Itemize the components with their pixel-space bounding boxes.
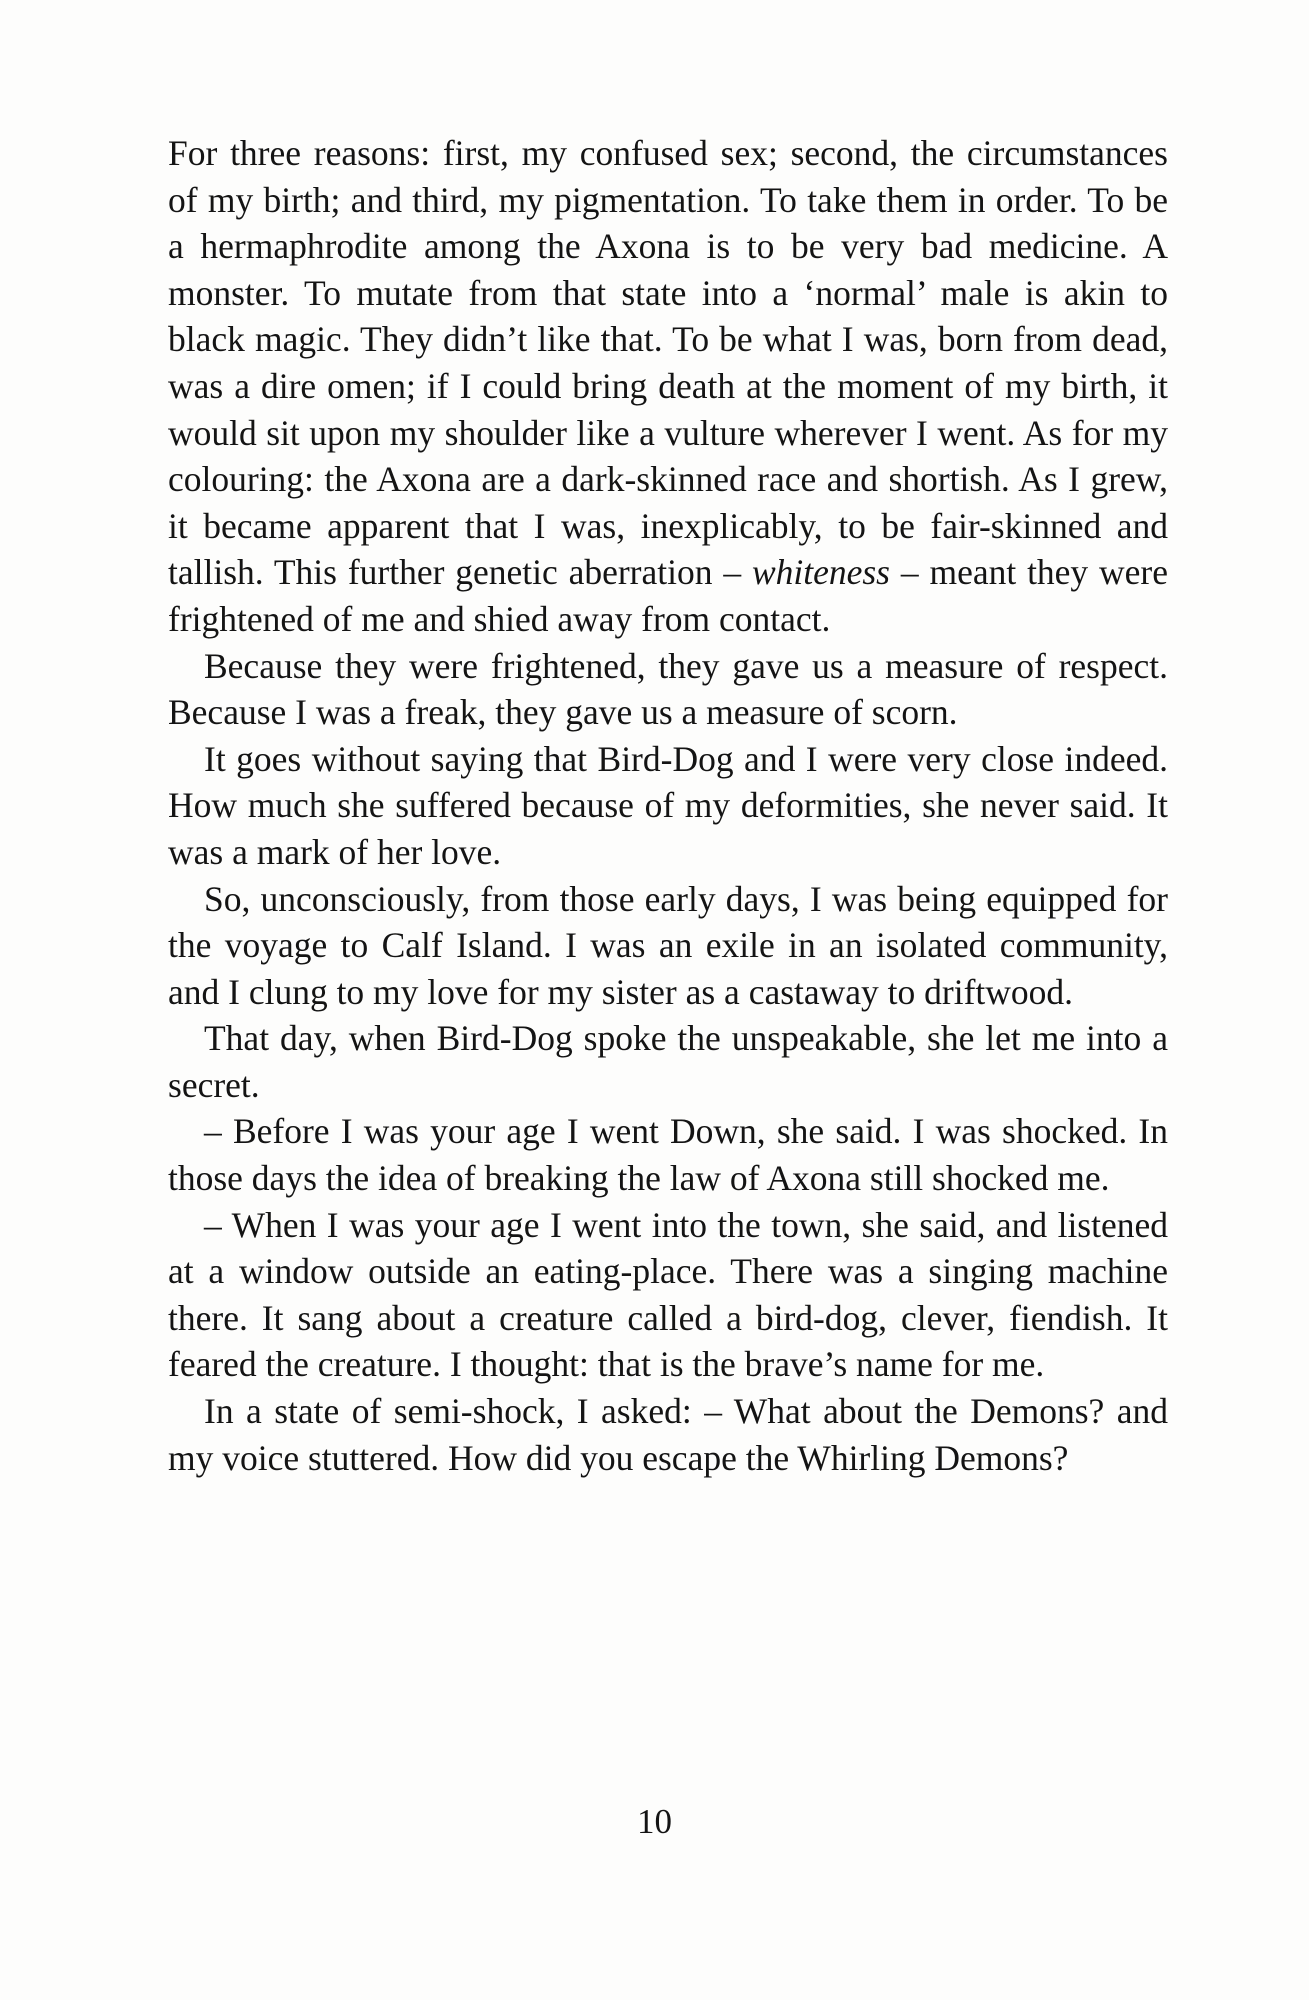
body-text	[168, 130, 1168, 1481]
paragraph-8: In a state of semi-shock, I asked: – What about the Demons? and my voice stuttered. How did you escape the Whirling Demons?	[168, 1391, 1168, 1478]
paragraph-5: That day, when Bird-Dog spoke the unspeakable, she let me into a secret.	[168, 1018, 1168, 1105]
paragraph-6: – Before I was your age I went Down, she said. I was shocked. In those days the idea of breaking the law of Axona still shocked me.	[168, 1111, 1168, 1199]
paragraph-1	[168, 130, 1168, 643]
paragraph-2: Because they were frightened, they gave us a measure of respect. Because I was a freak, they gave us a measure of scorn.	[168, 645, 1168, 733]
emphasis-whiteness: whiteness	[751, 552, 891, 593]
paragraph-1-start: For three reasons: first, my confused sex; second, the circumstances of my birth; and third, my pigmentation. To take them in order. To be a hermaphrodite among the Axona is to be very bad medicine. A monster. To mutate from that state into a ‘normal’ male is akin to black magic. They didn’t like that. To be what I was, born from dead, was a dire omen; if I could bring death at the moment of my birth, it would sit upon my shoulder like a vulture wherever I went. As for my colouring: the Axona are a dark-skinned race and shortish. As I grew, it became apparent that I was, inexplicably, to be fair-skinned and tallish. This further genetic aberration –	[168, 133, 1168, 593]
paragraph-7: – When I was your age I went into the town, she said, and listened at a window outside an eating-place. There was a singing machine there. It sang about a creature called a bird-dog, clever, fiendish. It feared the creature. I thought: that is the brave’s name for me.	[168, 1204, 1168, 1385]
page-number: 10	[637, 1802, 672, 1841]
paragraph-3: It goes without saying that Bird-Dog and I were very close indeed. How much she suffered because of my deformities, she never said. It was a mark of her love.	[168, 738, 1168, 872]
paragraph-4: So, unconsciously, from those early days, I was being equipped for the voyage to Calf Island. I was an exile in an isolated community, and I clung to my love for my sister as a castaway to driftwood.	[168, 878, 1168, 1012]
paragraph-1-end: – meant they were frightened of me and shied away from contact.	[168, 552, 1169, 639]
